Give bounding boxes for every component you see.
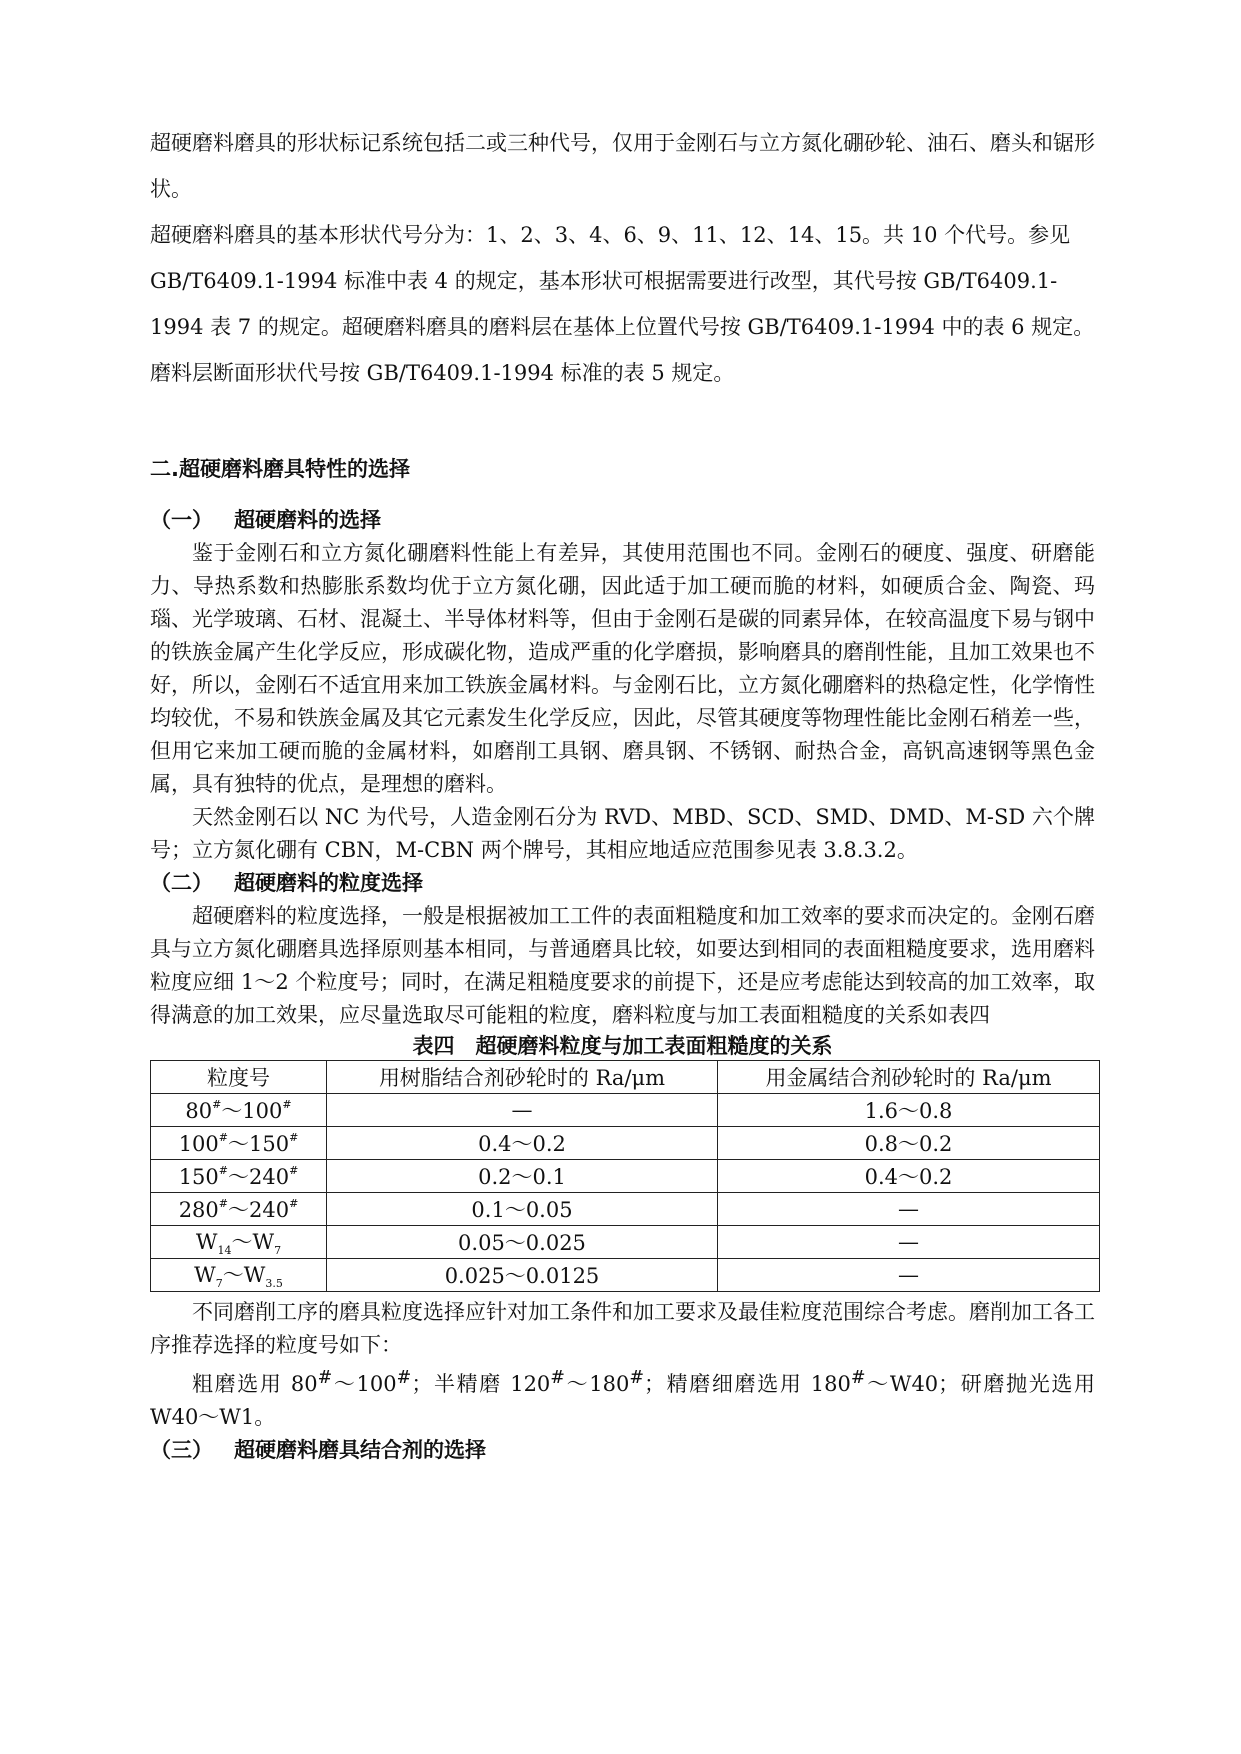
table-row bbox=[151, 1127, 1100, 1160]
grit-cell: 80#～100# bbox=[151, 1094, 327, 1127]
table-row bbox=[151, 1094, 1100, 1127]
subsection-title: 超硬磨料的选择 bbox=[234, 508, 381, 532]
section-heading: 二.超硬磨料磨具特性的选择 bbox=[150, 457, 410, 481]
subsection-title: 超硬磨料磨具结合剂的选择 bbox=[234, 1438, 486, 1462]
subsection-number: （一） bbox=[150, 508, 213, 532]
document-page bbox=[150, 120, 1095, 1467]
grit-cell: $W_{14}\sim W_7$ bbox=[151, 1226, 327, 1259]
resin-ra-cell: 0.025～0.0125 bbox=[327, 1259, 718, 1292]
resin-ra-cell: 0.2～0.1 bbox=[327, 1160, 718, 1193]
metal-ra-cell: 0.8～0.2 bbox=[718, 1127, 1100, 1160]
resin-ra-cell: 0.4～0.2 bbox=[327, 1127, 718, 1160]
grit-cell: 100#～150# bbox=[151, 1127, 327, 1160]
table-caption: 表四 超硬磨料粒度与加工表面粗糙度的关系 bbox=[412, 1034, 833, 1058]
metal-ra-cell: — bbox=[718, 1259, 1100, 1292]
table-header-cell: 用树脂结合剂砂轮时的 Ra/μm bbox=[327, 1061, 718, 1094]
metal-ra-cell: — bbox=[718, 1193, 1100, 1226]
body-paragraph: 鉴于金刚石和立方氮化硼磨料性能上有差异，其使用范围也不同。金刚石的硬度、强度、研磨能力、导热系数和热膨胀系数均优于立方氮化硼，因此适于加工硬而脆的材料，如硬质合金、陶瓷、玛瑙、光学玻璃、石材、混凝土、半导体材料等，但由于金刚石是碳的同素异体，在较高温度下易与钢中的铁族金属产生化学反应，形成碳化物，造成严重的化学磨损，影响磨具的磨削性能，且加工效果也不好，所以，金刚石不适宜用来加工铁族金属材料。与金刚石比，立方氮化硼磨料的热稳定性，化学惰性均较优，不易和铁族金属及其它元素发生化学反应，因此，尽管其硬度等物理性能比金刚石稍差一些，但用它来加工硬而脆的金属材料，如磨削工具钢、磨具钢、不锈钢、耐热合金，高钒高速钢等黑色金属，具有独特的优点，是理想的磨料。 bbox=[150, 541, 1095, 796]
table-row bbox=[151, 1226, 1100, 1259]
subsection-heading-1 bbox=[150, 504, 1095, 537]
resin-ra-cell: 0.05～0.025 bbox=[327, 1226, 718, 1259]
table-header-row bbox=[151, 1061, 1100, 1094]
body-paragraph: 不同磨削工序的磨具粒度选择应针对加工条件和加工要求及最佳粒度范围综合考虑。磨削加工各工序推荐选择的粒度号如下： bbox=[150, 1300, 1095, 1357]
table-row bbox=[151, 1259, 1100, 1292]
metal-ra-cell: 1.6～0.8 bbox=[718, 1094, 1100, 1127]
grit-roughness-table bbox=[150, 1060, 1100, 1292]
metal-ra-cell: — bbox=[718, 1226, 1100, 1259]
body-paragraph-grit-recommendation: 粗磨选用 80#～100#；半精磨 120#～180#；精磨细磨选用 180#～W40；研磨抛光选用 W40～W1。 bbox=[150, 1368, 1096, 1429]
grit-cell: 150#～240# bbox=[151, 1160, 327, 1193]
subsection-number: （二） bbox=[150, 871, 213, 895]
subsection-title: 超硬磨料的粒度选择 bbox=[234, 871, 423, 895]
grit-cell: $W_7\sim W_{3.5}$ bbox=[151, 1259, 327, 1292]
resin-ra-cell: — bbox=[327, 1094, 718, 1127]
table-header-cell: 用金属结合剂砂轮时的 Ra/μm bbox=[718, 1061, 1100, 1094]
table-row bbox=[151, 1193, 1100, 1226]
resin-ra-cell: 0.1～0.05 bbox=[327, 1193, 718, 1226]
metal-ra-cell: 0.4～0.2 bbox=[718, 1160, 1100, 1193]
subsection-heading-3 bbox=[150, 1434, 1095, 1467]
table-row bbox=[151, 1160, 1100, 1193]
body-paragraph: 天然金刚石以 NC 为代号，人造金刚石分为 RVD、MBD、SCD、SMD、DMD、M-SD 六个牌号；立方氮化硼有 CBN，M-CBN 两个牌号，其相应地适应范围参见表 3.8.3.2。 bbox=[150, 805, 1095, 862]
table-header-cell: 粒度号 bbox=[151, 1061, 327, 1094]
intro-paragraph-1: 超硬磨料磨具的形状标记系统包括二或三种代号，仅用于金刚石与立方氮化硼砂轮、油石、磨头和锯形状。 bbox=[150, 131, 1095, 201]
subsection-number: （三） bbox=[150, 1438, 213, 1462]
body-paragraph: 超硬磨料的粒度选择，一般是根据被加工工件的表面粗糙度和加工效率的要求而决定的。金刚石磨具与立方氮化硼磨具选择原则基本相同，与普通磨具比较，如要达到相同的表面粗糙度要求，选用磨料粒度应细 1～2 个粒度号；同时，在满足粗糙度要求的前提下，还是应考虑能达到较高的加工效率，取得满意的加工效果，应尽量选取尽可能粗的粒度，磨料粒度与加工表面粗糙度的关系如表四 bbox=[150, 904, 1095, 1027]
intro-paragraph-2: 超硬磨料磨具的基本形状代号分为：1、2、3、4、6、9、11、12、14、15。共 10 个代号。参见 GB/T6409.1-1994 标准中表 4 的规定，基本形状可根据需要进行改型，其代号按 GB/T6409.1-1994 表 7 的规定。超硬磨料磨具的磨料层在基体上位置代号按 GB/T6409.1-1994 中的表 6 规定。磨料层断面形状代号按 GB/T6409.1-1994 标准的表 5 规定。 bbox=[150, 223, 1095, 385]
subsection-heading-2 bbox=[150, 867, 1095, 900]
grit-cell: 280#～240# bbox=[151, 1193, 327, 1226]
